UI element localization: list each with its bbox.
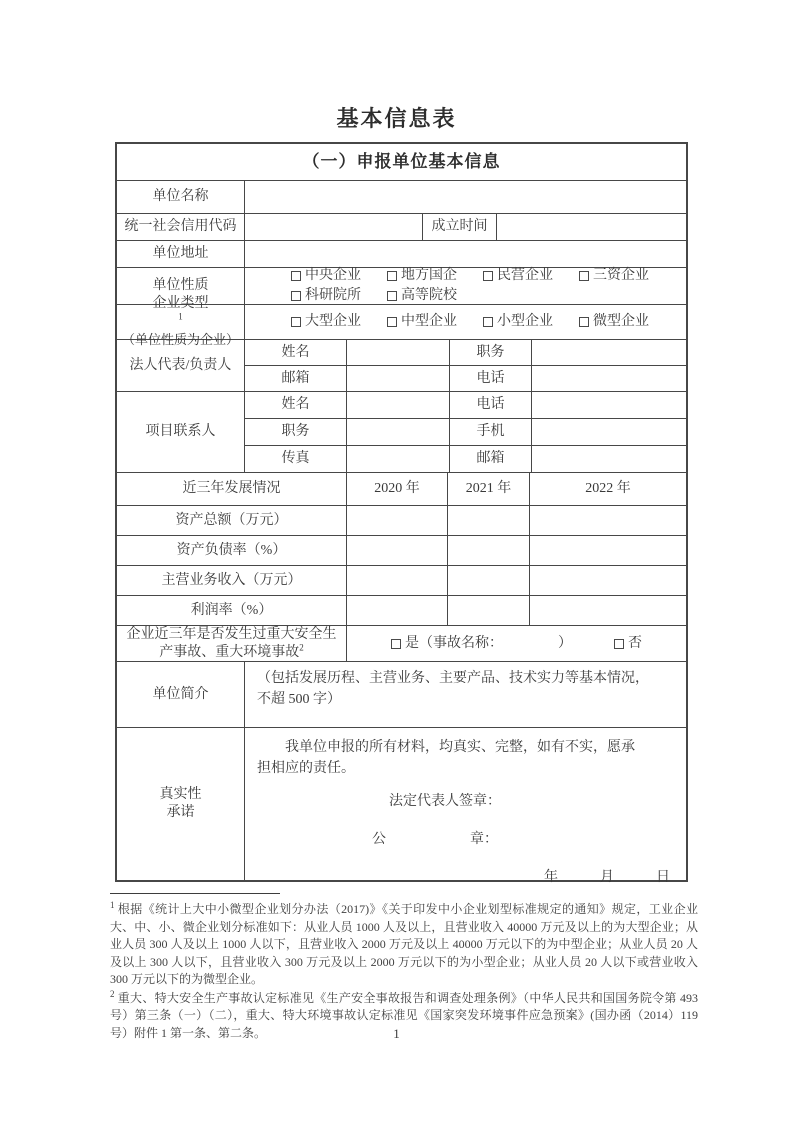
metric-row-main-revenue [117, 566, 686, 596]
contact-subrow-3 [245, 446, 686, 472]
checkbox-icon [483, 317, 493, 327]
metric-value-cell[interactable] [530, 506, 686, 535]
checkbox-option-small-enterprise[interactable]: 小型企业 [483, 313, 553, 331]
checkbox-icon [291, 291, 301, 301]
legal-rep-label: 法人代表/负责人 [117, 340, 245, 391]
metric-value-cell[interactable] [530, 596, 686, 625]
footnote-1-text: 根据《统计上大中小微型企业划分办法（2017)》《关于印发中小企业划型标准规定的通知》规定，工业企业大、中、小、微企业划分标准如下：从业人员 1000 人及以上，且营业收入 40000 万元及以上的为大型企业；从业人员 300 人及以上 1000 人以下，且营业收入 2000 万元及以上 40000 万元以下的为中型企业；从业人员 20 人及以上 300 人以下，且营业收入 300 万元及以上 2000 万元以下的为小型企业；从业人员 20 人以下或营业收入 300 万元以下的为微型企业。 [110, 902, 698, 986]
checkbox-option-accident-no[interactable]: 否 [614, 635, 642, 653]
unit-nature-options [251, 267, 680, 305]
form-table [115, 142, 688, 885]
checkbox-option-research-institute[interactable]: 科研院所 [291, 287, 361, 305]
official-seal-label: 公 章： [372, 832, 498, 847]
field-value-cell[interactable] [532, 340, 686, 365]
footnote-1-marker: 1 [110, 900, 115, 910]
page-title: 基本信息表 [336, 106, 457, 131]
profile-label: 单位简介 [117, 662, 245, 727]
field-value-cell[interactable] [347, 419, 450, 445]
field-value-cell[interactable] [347, 446, 450, 472]
development-label: 近三年发展情况 [117, 473, 347, 505]
unit-nature-label: 单位性质 [117, 268, 245, 304]
profile-value-cell[interactable] [245, 662, 686, 727]
checkbox-icon [579, 317, 589, 327]
checkbox-icon [614, 639, 624, 649]
checkbox-option-central-enterprise[interactable]: 中央企业 [291, 267, 361, 285]
section-header: （一）申报单位基本信息 [302, 152, 501, 171]
profile-hint: （包括发展历程、主营业务、主要产品、技术实力等基本情况，不超 500 字） [257, 671, 649, 707]
checkbox-option-micro-enterprise[interactable]: 微型企业 [579, 313, 649, 331]
field-label: 传真 [245, 446, 347, 472]
field-label: 电话 [450, 366, 532, 391]
commitment-statement: 我单位申报的所有材料，均真实、完整，如有不实，愿承担相应的责任。 [257, 740, 635, 776]
checkbox-option-accident-yes[interactable]: 是（事故名称： [391, 635, 503, 653]
checkbox-option-local-soe[interactable]: 地方国企 [387, 267, 457, 285]
year-label-2020: 2020 年 [347, 473, 448, 505]
field-value-cell[interactable] [347, 340, 450, 365]
checkbox-icon [483, 271, 493, 281]
year-label-2022: 2022 年 [585, 481, 631, 496]
development-header-row [117, 473, 686, 506]
legal-rep-subrow-1 [245, 340, 686, 366]
metric-label: 资产负债率（%） [117, 536, 347, 565]
field-value-cell[interactable] [532, 419, 686, 445]
accident-options-cell [347, 626, 686, 661]
field-value-cell[interactable] [532, 392, 686, 418]
address-row [117, 241, 686, 268]
footnote-2-text: 重大、特大安全生产事故认定标准见《生产安全事故报告和调查处理条例》（中华人民共和国国务院令第 493 号）第三条（一）（二），重大、特大环境事故认定标准见《国家突发环境事件应急预案》(国办函（2014）119 号）附件 1 第一条、第二条。 [110, 990, 698, 1040]
field-label: 电话 [450, 392, 532, 418]
checkbox-icon [579, 271, 589, 281]
checkbox-icon [391, 639, 401, 649]
unit-name-row [117, 181, 686, 214]
established-value-cell[interactable] [497, 214, 686, 240]
contact-label: 项目联系人 [117, 392, 245, 472]
field-label: 职务 [450, 340, 532, 365]
field-label: 职务 [245, 419, 347, 445]
checkbox-icon [387, 291, 397, 301]
metric-label: 利润率（%） [117, 596, 347, 625]
checkbox-option-large-enterprise[interactable]: 大型企业 [291, 313, 361, 331]
metric-row-profit-rate [117, 596, 686, 626]
unit-name-label: 单位名称 [117, 181, 245, 213]
address-value-cell[interactable] [245, 241, 686, 267]
metric-value-cell[interactable] [347, 536, 448, 565]
field-value-cell[interactable] [347, 366, 450, 391]
checkbox-option-foreign-enterprise[interactable]: 三资企业 [579, 267, 649, 285]
section-header-cell [117, 144, 686, 180]
field-label: 姓名 [245, 340, 347, 365]
field-label: 手机 [450, 419, 532, 445]
checkbox-icon [291, 271, 301, 281]
contact-subrow-1 [245, 392, 686, 419]
legal-rep-signature-label: 法定代表人签章： [389, 794, 501, 809]
metric-value-cell[interactable] [448, 566, 530, 595]
checkbox-icon [387, 317, 397, 327]
metric-row-total-assets [117, 506, 686, 536]
enterprise-type-label: 企业类型 $^1$ （单位性质为企业） [117, 305, 245, 339]
metric-row-debt-ratio [117, 536, 686, 566]
metric-value-cell[interactable] [347, 506, 448, 535]
metric-value-cell[interactable] [347, 566, 448, 595]
contact-subrows [245, 392, 686, 472]
field-label: 邮箱 [245, 366, 347, 391]
footnote-separator [110, 893, 280, 894]
field-label: 姓名 [245, 392, 347, 418]
credit-code-label: 统一社会信用代码 [117, 214, 245, 240]
checkbox-option-medium-enterprise[interactable]: 中型企业 [387, 313, 457, 331]
field-label: 邮箱 [450, 446, 532, 472]
checkbox-option-private-enterprise[interactable]: 民营企业 [483, 267, 553, 285]
enterprise-type-options [251, 313, 649, 331]
commitment-content-cell [245, 728, 686, 885]
footnote-1 [110, 901, 698, 989]
checkbox-icon [291, 317, 301, 327]
metric-value-cell[interactable] [347, 596, 448, 625]
legal-rep-subrow-2 [245, 366, 686, 391]
footnotes [110, 893, 698, 1043]
field-value-cell[interactable] [532, 446, 686, 472]
enterprise-type-options-cell [245, 305, 686, 339]
metric-label: 资产总额（万元） [117, 506, 347, 535]
metric-value-cell[interactable] [448, 596, 530, 625]
accident-paren: ） [558, 635, 572, 651]
legal-rep-subrows [245, 340, 686, 391]
year-label-2021: 2021 年 [448, 473, 530, 505]
metric-value-cell[interactable] [530, 566, 686, 595]
profile-row [117, 662, 686, 728]
unit-nature-options-cell [245, 268, 686, 304]
credit-code-row [117, 214, 686, 241]
established-label: 成立时间 [423, 214, 497, 240]
field-value-cell[interactable] [347, 392, 450, 418]
legal-rep-row [117, 340, 686, 392]
checkbox-option-university[interactable]: 高等院校 [387, 287, 457, 305]
checkbox-icon [387, 271, 397, 281]
commitment-label: 真实性 承诺 [117, 728, 245, 880]
commitment-row [117, 728, 686, 885]
metric-value-cell[interactable] [530, 536, 686, 565]
date-line: 年 月 日 [544, 870, 670, 885]
contact-row [117, 392, 686, 473]
credit-code-value-cell[interactable] [245, 214, 423, 240]
metric-label: 主营业务收入（万元） [117, 566, 347, 595]
page-number: 1 [393, 1026, 400, 1041]
accident-label: 企业近三年是否发生过重大安全生产事故、重大环境事故$^2$ [117, 626, 347, 661]
field-value-cell[interactable] [532, 366, 686, 391]
accident-row [117, 626, 686, 662]
address-label: 单位地址 [117, 241, 245, 267]
footnote-2-marker: 2 [110, 988, 115, 999]
section-header-row [117, 144, 686, 181]
enterprise-type-row [117, 296, 686, 347]
metric-value-cell[interactable] [448, 506, 530, 535]
unit-name-value-cell[interactable] [245, 181, 686, 213]
contact-subrow-2 [245, 419, 686, 446]
metric-value-cell[interactable] [448, 536, 530, 565]
